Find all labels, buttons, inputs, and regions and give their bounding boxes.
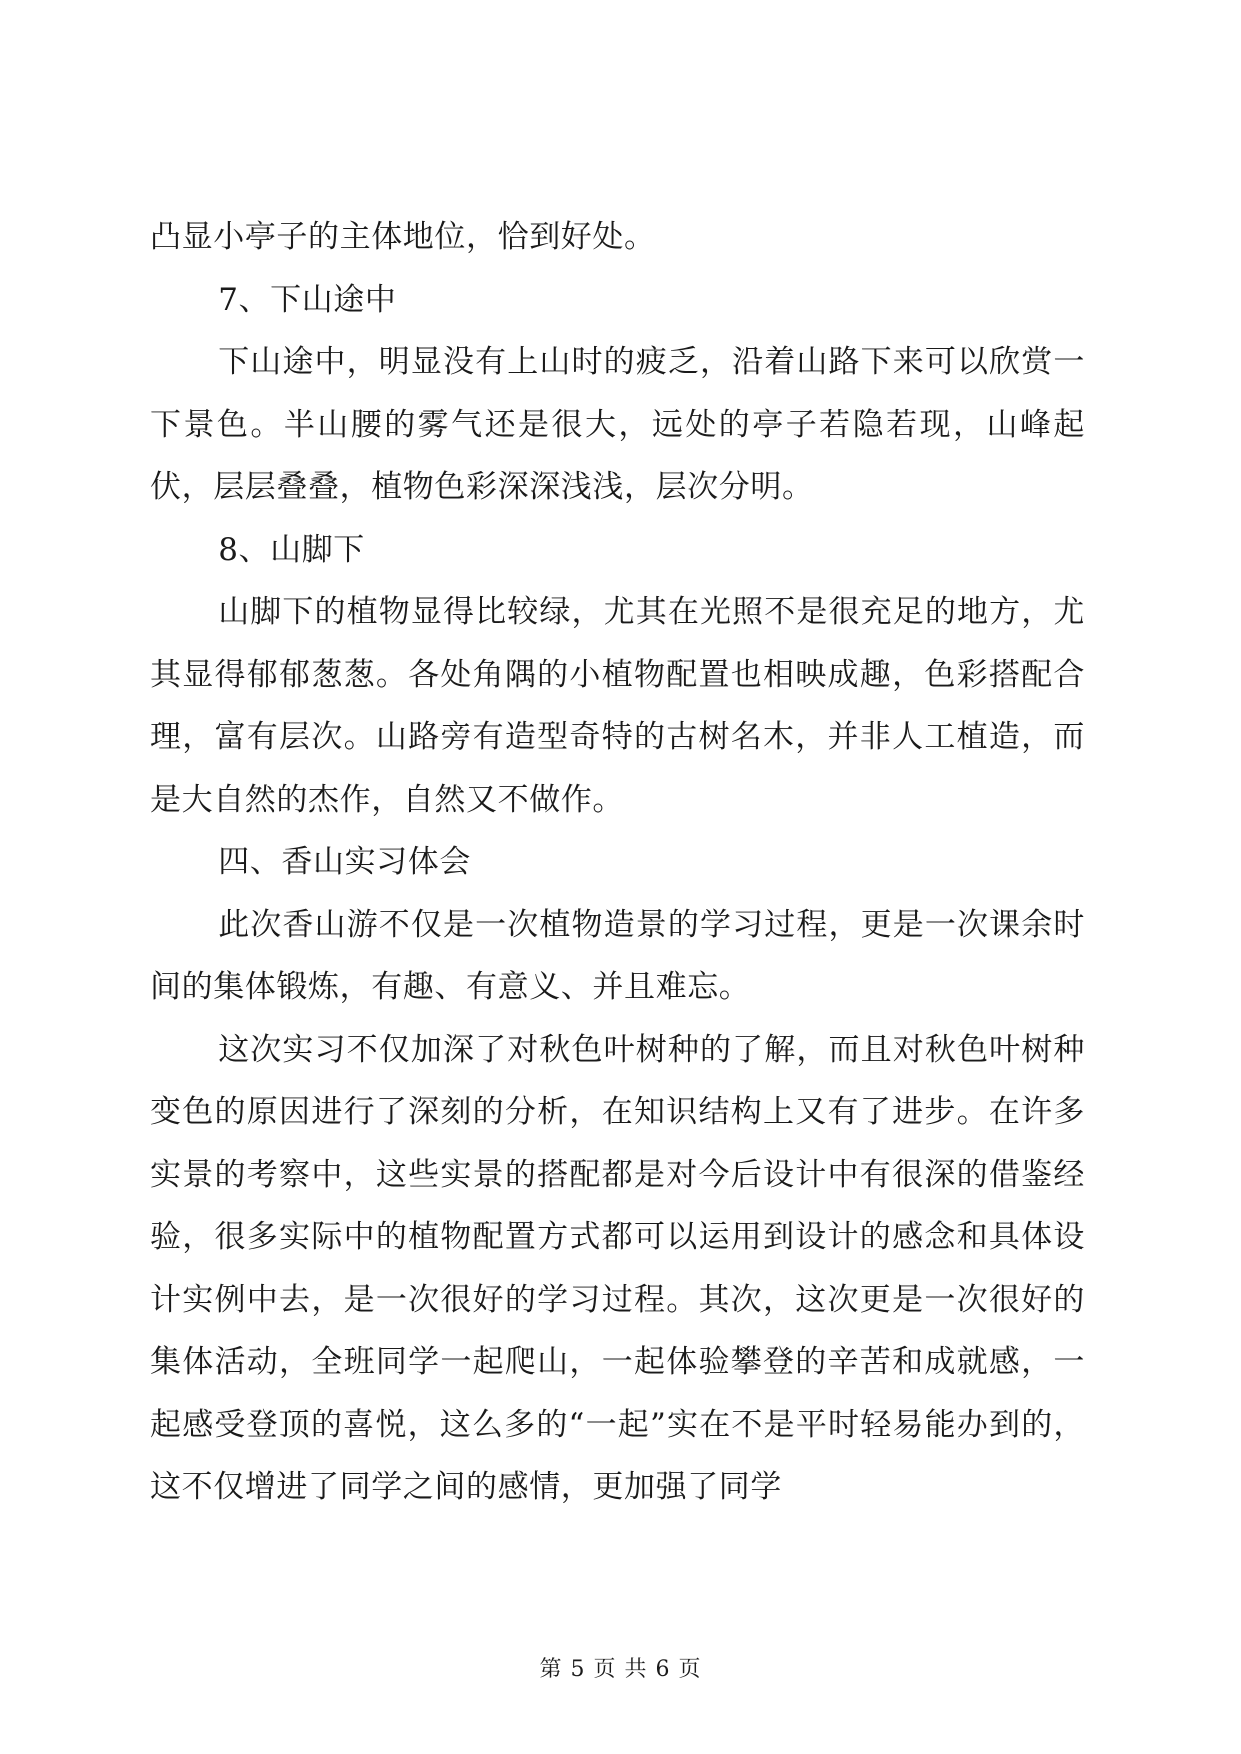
section-heading-descending: 7、下山途中 <box>218 281 397 318</box>
paragraph-continuation: 凸显小亭子的主体地位，恰到好处。 <box>150 219 656 255</box>
paragraph-foot-of-mountain: 山脚下的植物显得比较绿，尤其在光照不是很充足的地方，尤其显得郁郁葱葱。各处角隅的小植物配置也相映成趣，色彩搭配合理，富有层次。山路旁有造型奇特的古树名木，并非人工植造，而是大自然的杰作，自然又不做作。 <box>150 594 1085 818</box>
document-body <box>150 206 1085 1519</box>
paragraph-reflections-detail: 这次实习不仅加深了对秋色叶树种的了解，而且对秋色叶树种变色的原因进行了深刻的分析，在知识结构上又有了进步。在许多实景的考察中，这些实景的搭配都是对今后设计中有很深的借鉴经验，很多实际中的植物配置方式都可以运用到设计的感念和具体设计实例中去，是一次很好的学习过程。其次，这次更是一次很好的集体活动，全班同学一起爬山，一起体验攀登的辛苦和成就感，一起感受登顶的喜悦，这么多的“一起”实在不是平时轻易能办到的，这不仅增进了同学之间的感情，更加强了同学 <box>150 1031 1085 1505</box>
section-heading-reflections: 四、香山实习体会 <box>218 844 471 880</box>
paragraph-reflections-intro: 此次香山游不仅是一次植物造景的学习过程，更是一次课余时间的集体锻炼，有趣、有意义、并且难忘。 <box>150 906 1085 1005</box>
section-heading-foot-of-mountain: 8、山脚下 <box>218 531 365 568</box>
page-number-footer: 第 5 页 共 6 页 <box>539 1657 702 1682</box>
paragraph-descending: 下山途中，明显没有上山时的疲乏，沿着山路下来可以欣赏一下景色。半山腰的雾气还是很大，远处的亭子若隐若现，山峰起伏，层层叠叠，植物色彩深深浅浅，层次分明。 <box>150 344 1085 505</box>
